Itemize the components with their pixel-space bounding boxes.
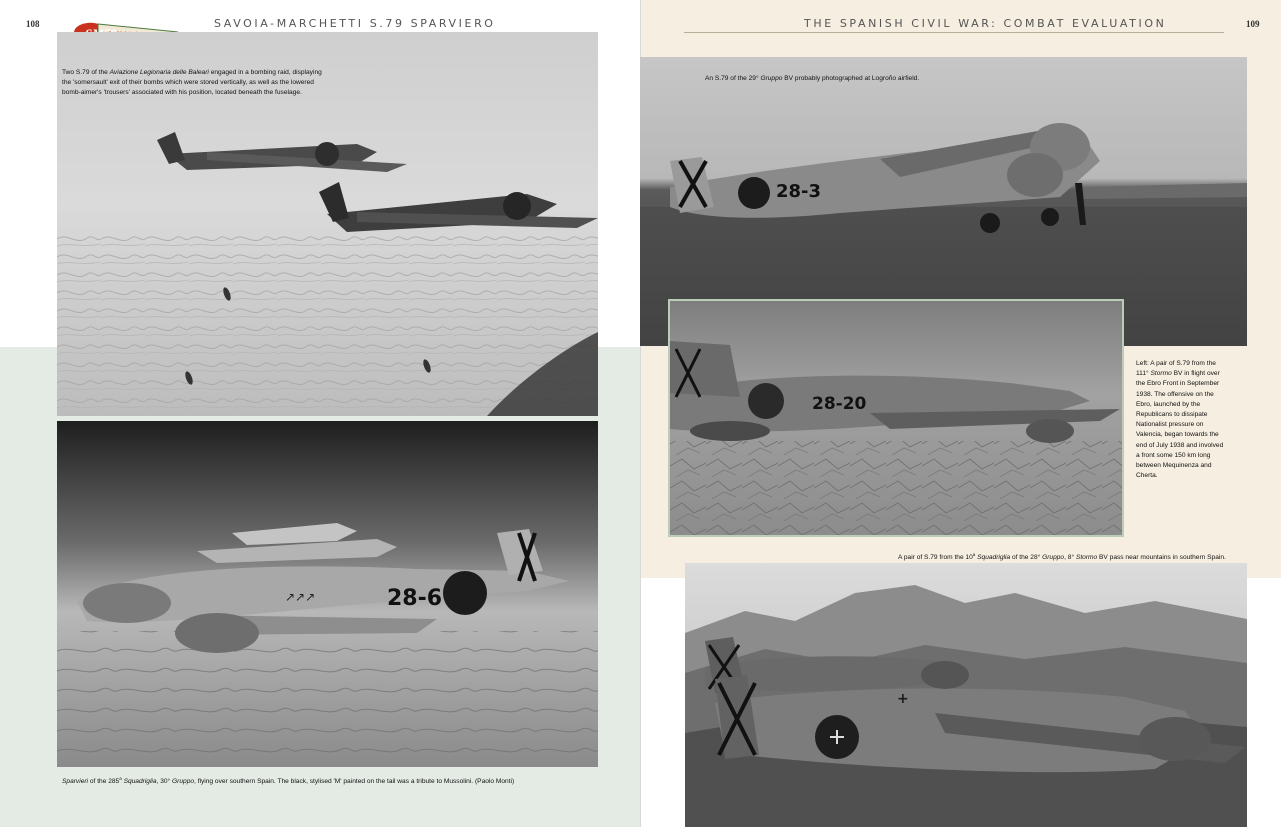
left-page-number: 108 [26,19,40,29]
photo-ebro-front [668,299,1124,537]
right-page-number: 109 [1246,19,1260,29]
caption-text: , 30° [156,778,173,786]
left-running-head: SAVOIA-MARCHETTI S.79 SPARVIERO [214,17,496,30]
caption-italic: Gruppo [760,75,783,82]
caption-southern-mountains [898,550,1238,563]
caption-text: Left: A pair of S.79 from the 111° [1136,360,1216,378]
caption-text: , flying over southern Spain. The black, stylised 'M' painted on the tail was a tribute to Mussolini. (Paolo Monti) [194,778,515,786]
caption-sparvieri-formation [62,774,582,787]
caption-text: BV pass near mountains in southern Spain. [1097,554,1226,562]
caption-italic: Sparvieri [62,778,89,786]
photo-southern-mountains [685,563,1247,827]
caption-text: of the 285 [88,778,120,786]
caption-italic: Stormo [1075,554,1098,562]
right-running-head: THE SPANISH CIVIL WAR: COMBAT EVALUATION [804,17,1167,30]
aircraft-code-28-3: 28-3 [776,181,822,202]
caption-logrono-airfield [705,74,1105,84]
caption-superscript: a [119,776,122,781]
caption-text: An S.79 of the 29° [705,75,761,82]
caption-text: BV in flight over the Ebro Front in September 1938. The offensive on the Ebro, launched by the Republicans to dissipate Nationalist pressure on Valencia, began towards the end of July 1938 and involved a front some 150 km long between Mequinenza and Cherta. [1136,370,1224,480]
caption-text: engaged in a bombing raid, displaying the 'somersault' exit of their bombs which were stored vertically, as well as the lowered bomb-aimer's 'trousers' associated with his position, located beneath the fuselage. [62,69,322,97]
caption-italic: Gruppo [1042,554,1065,562]
caption-bombing-raid [62,68,332,99]
caption-italic: Aviazione Legionaria delle Baleari [109,69,209,76]
aircraft-code-28-20: 28-20 [812,394,867,414]
caption-text: of the 28° [1010,554,1043,562]
caption-ebro-front [1136,359,1228,481]
header-rule [684,32,1224,33]
aircraft-emblem: ↗↗↗ [285,590,316,604]
caption-text: Two S.79 of the [62,69,110,76]
aircraft-code-28-6: 28-6 [387,586,443,611]
caption-text: BV probably photographed at Logroño airfield. [782,75,920,82]
caption-italic: Squadriglia [123,778,157,786]
caption-italic: Squadriglia [977,554,1011,562]
photo-sparvieri-formation [57,421,598,767]
aircraft-symbol: + [897,691,909,707]
caption-text: , 8° [1064,554,1076,562]
caption-superscript: a [972,552,976,557]
caption-italic: Stormo [1150,370,1172,378]
caption-text: A pair of S.79 from the 10 [898,554,973,562]
caption-italic: Gruppo [172,778,195,786]
